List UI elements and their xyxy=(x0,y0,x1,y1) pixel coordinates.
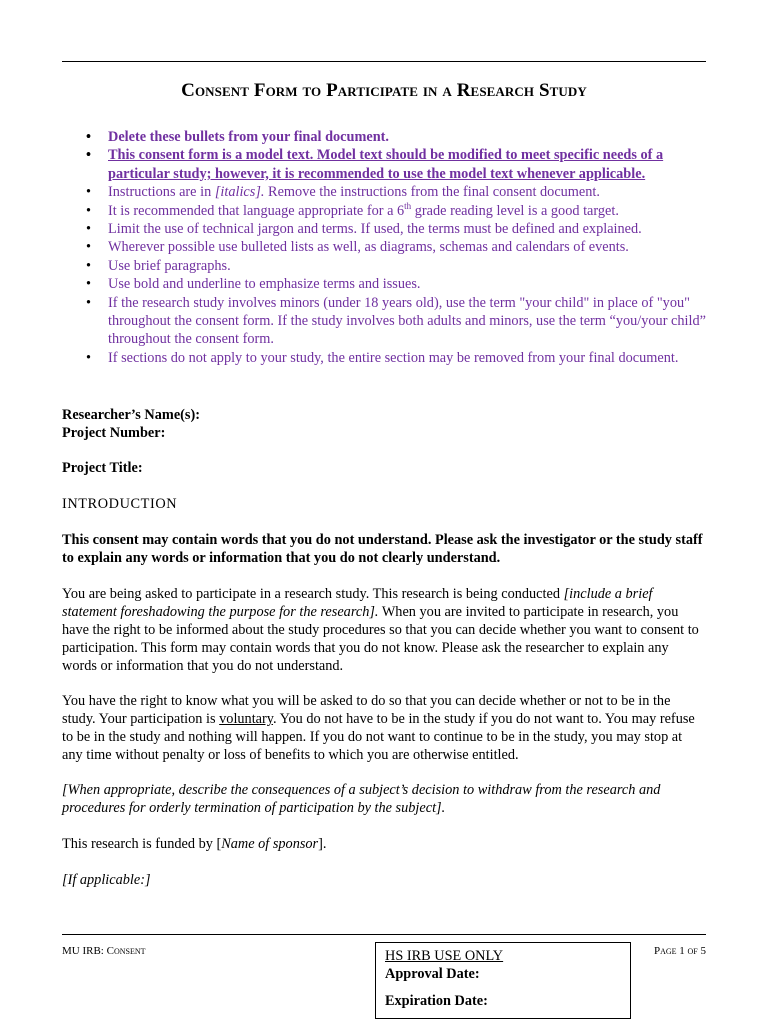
page-number: Page 1 of 5 xyxy=(653,945,706,957)
expiration-date-label: Expiration Date: xyxy=(385,993,488,1009)
bullet-item: • Limit the use of technical jargon and terms. If used, the terms must be defined and explained. xyxy=(62,220,706,238)
bullet-item: • This consent form is a model text. Model text should be modified to meet specific needs of a particular study; however, it is recommended to use the model text whenever applicable. xyxy=(62,146,706,183)
paragraph-text: This research is funded by [ xyxy=(62,836,222,852)
paragraph-text: When you are invited to participate in research, you have the right to be informed about the study procedures so that you can decide whether you want to consent to participation. This form may contain words that you do not know. Please ask the researcher to explain any words or information that you do not understand. xyxy=(62,604,699,674)
purpose-paragraph xyxy=(62,585,706,675)
withdrawal-instruction-paragraph: [When appropriate, describe the consequences of a subject’s decision to withdraw from the research and procedures for orderly termination of participation by the subject]. xyxy=(62,782,661,816)
researcher-name-label: Researcher’s Name(s): xyxy=(62,407,201,423)
project-number-label: Project Number: xyxy=(62,425,166,441)
project-title-label: Project Title: xyxy=(62,460,143,476)
bullet-text: Instructions are in xyxy=(108,184,215,201)
bullet-item xyxy=(62,202,706,220)
paragraph-text: . You do not have to be in the study if you do not want to. You may refuse to be in the study and nothing will happen. If you do not want to continue to be in the study, you may stop at any time without penalty or loss of benefits to which you are otherwise entitled. xyxy=(62,711,695,763)
rights-paragraph xyxy=(62,692,706,764)
voluntary-underlined-text: voluntary xyxy=(219,711,274,727)
document-title: Consent Form to Participate in a Research Study xyxy=(181,80,587,101)
bullet-item: • Wherever possible use bulleted lists as well, as diagrams, schemas and calendars of events. xyxy=(62,238,706,256)
if-applicable-note: [If applicable:] xyxy=(62,872,151,888)
superscript-text: th xyxy=(404,200,412,211)
irb-use-only-box xyxy=(375,942,631,1019)
footer-rule xyxy=(62,934,706,935)
paragraph-text: You are being asked to participate in a research study. This research is being conducted xyxy=(62,586,564,602)
bullet-item: • If sections do not apply to your study, the entire section may be removed from your final document. xyxy=(62,349,706,367)
bullet-text: grade reading level is a good target. xyxy=(411,202,619,219)
instruction-italic-text: [include a brief statement foreshadowing the purpose for the research]. xyxy=(62,586,653,620)
bullet-text: Remove the instructions from the final consent document. xyxy=(264,184,600,201)
top-rule xyxy=(62,61,706,62)
bullet-item: • Use bold and underline to emphasize terms and issues. xyxy=(62,275,706,293)
approval-date-label: Approval Date: xyxy=(385,966,480,982)
sponsor-placeholder: Name of sponsor xyxy=(221,836,319,852)
bullet-item: • Use brief paragraphs. xyxy=(62,257,706,275)
bullet-item: • If the research study involves minors (under 18 years old), use the term "your child" in place of "you" throughout the consent form. If the study involves both adults and minors, use the term “you/your child” throughout the consent form. xyxy=(62,294,706,349)
bullet-item: • Delete these bullets from your final document. xyxy=(62,128,706,146)
introduction-heading: INTRODUCTION xyxy=(62,496,178,512)
bullet-item xyxy=(62,183,706,201)
paragraph-text: ]. xyxy=(318,836,327,852)
bullet-italic-text: [italics]. xyxy=(214,184,265,201)
irb-box-title: HS IRB USE ONLY xyxy=(385,948,504,964)
footer-consent-label: MU IRB: Consent xyxy=(62,945,146,957)
paragraph-text: You have the right to know what you will be asked to do so that you can decide whether or not to be in the study. Your participation is xyxy=(62,693,671,727)
funding-paragraph xyxy=(62,835,706,853)
bullet-text: It is recommended that language appropriate for a 6 xyxy=(108,202,405,219)
instruction-bullet-list xyxy=(62,128,706,367)
intro-bold-paragraph: This consent may contain words that you do not understand. Please ask the investigator or the study staff to explain any words or information that you do not clearly understand. xyxy=(62,532,703,566)
